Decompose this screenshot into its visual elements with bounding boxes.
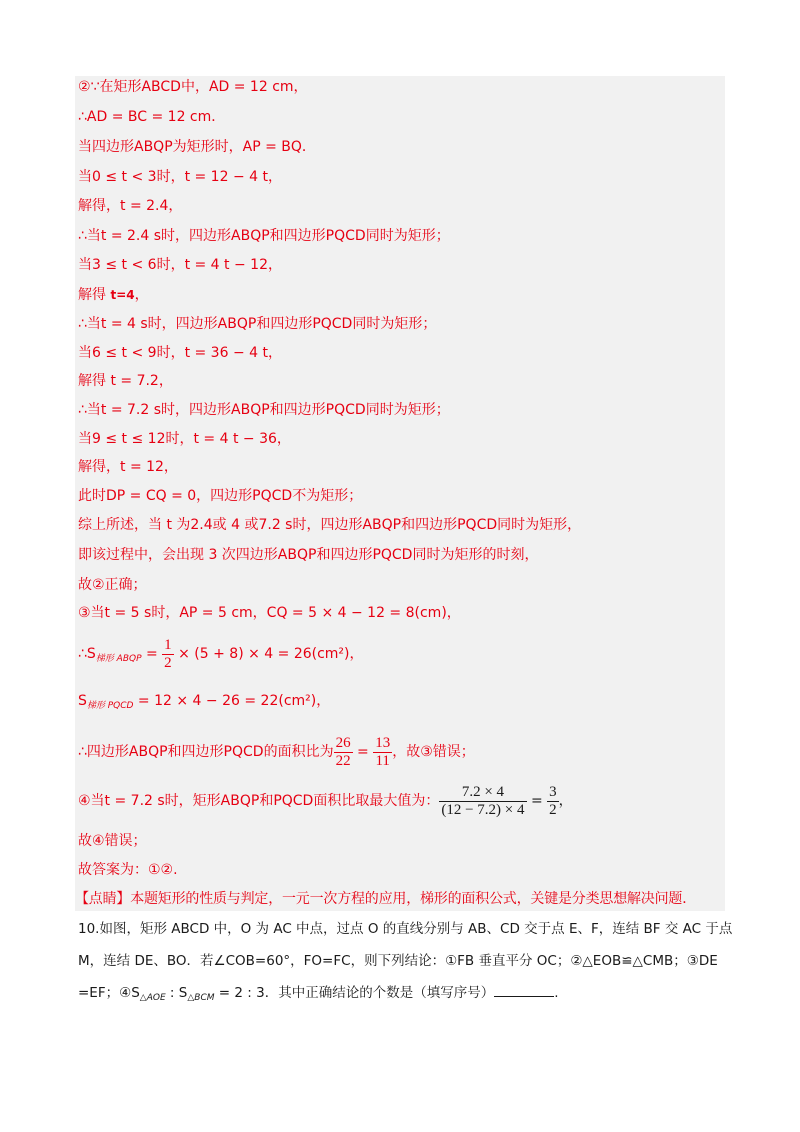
solution-line-8 xyxy=(78,286,149,304)
fraction-3-2 xyxy=(547,784,559,819)
question-period: . xyxy=(554,985,559,1001)
area-expression: = 12 × 4 − 26 = 22(cm²)， xyxy=(133,693,331,709)
solution-line-1: ②∵在矩形ABCD中，AD = 12 cm， xyxy=(78,79,308,95)
solution-line-15: 此时DP = CQ = 0，四边形PQCD不为矩形； xyxy=(78,488,363,504)
solution-line-19: ③当t = 5 s时，AP = 5 cm，CQ = 5 × 4 − 12 = 8(cm)， xyxy=(78,605,461,621)
area-subscript: 梯形 PQCD xyxy=(86,701,134,711)
fraction-denominator: (12 − 7.2) × 4 xyxy=(441,801,525,818)
solution-line-4: 当0 ≤ t < 3时，t = 12 − 4 t， xyxy=(78,169,282,185)
solution-line-23 xyxy=(78,782,573,820)
area-symbol: S xyxy=(78,693,87,709)
question-line-1: 10.如图，矩形 ABCD 中，O 为 AC 中点，过点 O 的直线分别与 AB、CD 交于点 E、F，连结 BF 交 AC 于点 xyxy=(78,921,733,937)
solution-line-18: 故②正确； xyxy=(78,577,147,593)
equals-sign: = xyxy=(526,793,548,809)
fraction-denominator: 22 xyxy=(335,752,351,769)
solution-line-3: 当四边形ABQP为矩形时，AP = BQ． xyxy=(78,139,316,155)
solution-line-13: 当9 ≤ t ≤ 12时，t = 4 t − 36， xyxy=(78,431,291,447)
fraction-26-22 xyxy=(334,735,353,770)
equals-sign: = xyxy=(141,646,163,662)
fraction-half xyxy=(162,637,174,672)
fraction-numerator: 26 xyxy=(335,734,351,751)
ratio-text: ∴四边形ABQP和四边形PQCD的面积比为 xyxy=(78,744,334,760)
area-subscript: 梯形 ABQP xyxy=(95,654,142,664)
solution-line-11: 解得 t = 7.2， xyxy=(78,373,173,389)
fraction-denominator: 2 xyxy=(549,801,557,818)
solution-line-16: 综上所述，当 t 为2.4或 4 或7.2 s时，四边形ABQP和四边形PQCD同时为矩形， xyxy=(78,517,582,533)
question-line-2: M，连结 DE、BO．若∠COB=60°，FO=FC，则下列结论：①FB 垂直平分 OC；②△EOB≌△CMB；③DE xyxy=(78,953,718,969)
fraction-numerator: 3 xyxy=(549,783,557,800)
question-line-3 xyxy=(78,984,559,1007)
fraction-numerator: 13 xyxy=(375,734,391,751)
area-subscript-aoe: △AOE xyxy=(139,993,166,1003)
fraction-max-ratio xyxy=(439,784,526,819)
punctuation: ， xyxy=(558,793,573,809)
solution-line-7: 当3 ≤ t < 6时，t = 4 t − 12， xyxy=(78,257,282,273)
solution-line-10: 当6 ≤ t < 9时，t = 36 − 4 t， xyxy=(78,345,282,361)
question-text-start: =EF；④S xyxy=(78,985,140,1001)
ratio-separator: : S xyxy=(165,985,188,1001)
solution-line-21 xyxy=(78,692,330,715)
equals-sign: = xyxy=(352,744,374,760)
answer-blank[interactable] xyxy=(494,984,554,997)
max-ratio-text: ④当t = 7.2 s时，矩形ABQP和PQCD面积比取最大值为： xyxy=(78,793,440,809)
ratio-conclusion: ，故③错误； xyxy=(392,744,475,760)
solution-line-5: 解得，t = 2.4， xyxy=(78,198,183,214)
fraction-denominator: 2 xyxy=(164,654,172,671)
solution-line-2: ∴AD = BC = 12 cm． xyxy=(78,109,226,125)
solution-line-14: 解得，t = 12， xyxy=(78,459,178,475)
solution-line-24: 故④错误； xyxy=(78,833,147,849)
fraction-numerator: 7.2 × 4 xyxy=(439,784,526,802)
area-subscript-bcm: △BCM xyxy=(187,993,215,1003)
solution-comment: 【点睛】本题矩形的性质与判定，一元一次方程的应用，梯形的面积公式，关键是分类思想解决问题． xyxy=(75,891,696,907)
solution-line-9: ∴当t = 4 s时，四边形ABQP和四边形PQCD同时为矩形； xyxy=(78,316,437,332)
solution-line-12: ∴当t = 7.2 s时，四边形ABQP和四边形PQCD同时为矩形； xyxy=(78,402,450,418)
solved-label: 解得 xyxy=(78,287,111,303)
area-symbol: ∴S xyxy=(78,646,96,662)
solution-line-22 xyxy=(78,733,475,771)
solution-line-17: 即该过程中，会出现 3 次四边形ABQP和四边形PQCD同时为矩形的时刻， xyxy=(78,547,539,563)
fraction-numerator: 1 xyxy=(164,636,172,653)
solved-value: t=4 xyxy=(110,288,135,302)
question-text-end: = 2 : 3．其中正确结论的个数是（填写序号） xyxy=(214,985,495,1001)
solution-line-6: ∴当t = 2.4 s时，四边形ABQP和四边形PQCD同时为矩形； xyxy=(78,228,450,244)
solution-line-25: 故答案为：①②. xyxy=(78,862,178,878)
fraction-13-11 xyxy=(373,735,392,770)
area-expression: × (5 + 8) × 4 = 26(cm²)， xyxy=(173,646,364,662)
solution-line-20 xyxy=(78,636,364,677)
fraction-denominator: 11 xyxy=(375,752,390,769)
solved-punct: ， xyxy=(134,287,149,303)
